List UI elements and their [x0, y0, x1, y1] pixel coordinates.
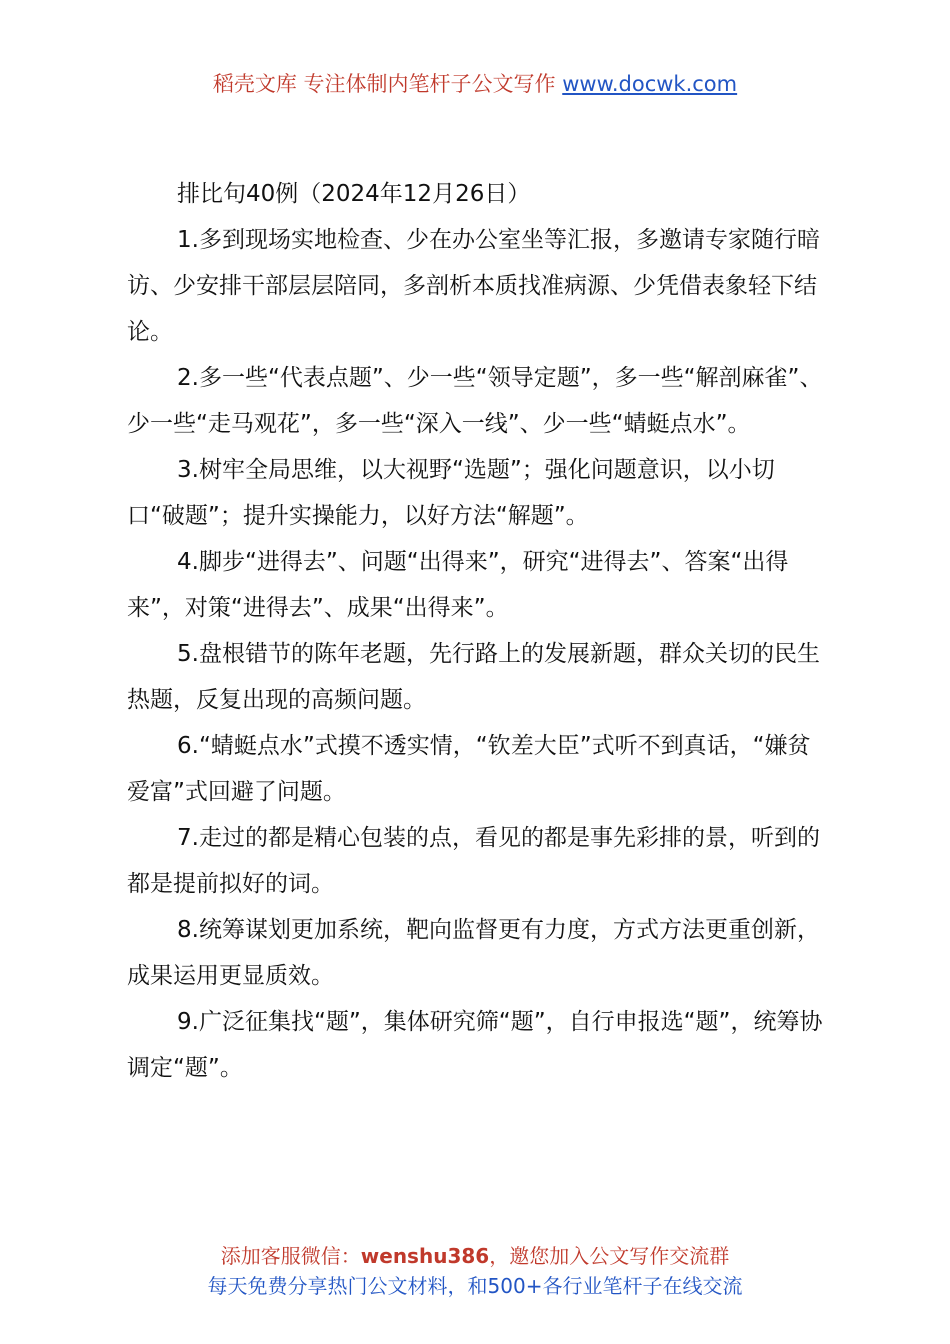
list-item: 6.“蜻蜓点水”式摸不透实情，“钦差大臣”式听不到真话，“嫌贫爱富”式回避了问题。 — [127, 733, 811, 805]
wechat-id: wenshu386 — [360, 1244, 490, 1268]
site-link[interactable]: www.docwk.com — [562, 72, 738, 96]
list-item: 9.广泛征集找“题”，集体研究筛“题”，自行申报选“题”，统筹协调定“题”。 — [127, 1009, 823, 1081]
list-item: 5.盘根错节的陈年老题，先行路上的发展新题，群众关切的民生热题，反复出现的高频问题。 — [127, 641, 820, 713]
footer-promo-line: 每天免费分享热门公文材料，和500+各行业笔杆子在线交流 — [207, 1274, 743, 1298]
footer-contact-line — [0, 1241, 950, 1271]
page-footer — [0, 1241, 950, 1301]
brand-text: 稻壳文库 专注体制内笔杆子公文写作 — [212, 72, 556, 96]
list-item: 7.走过的都是精心包装的点，看见的都是事先彩排的景，听到的都是提前拟好的词。 — [127, 825, 820, 897]
list-item: 8.统筹谋划更加系统，靶向监督更有力度，方式方法更重创新，成果运用更显质效。 — [127, 917, 820, 989]
list-item: 2.多一些“代表点题”、少一些“领导定题”，多一些“解剖麻雀”、少一些“走马观花”，多一些“深入一线”、少一些“蜻蜓点水”。 — [127, 365, 823, 437]
document-body — [127, 171, 827, 1091]
list-item: 4.脚步“进得去”、问题“出得来”，研究“进得去”、答案“出得来”，对策“进得去”、成果“出得来”。 — [127, 549, 789, 621]
page-header — [0, 70, 950, 98]
list-item: 3.树牢全局思维，以大视野“选题”；强化问题意识，以小切口“破题”；提升实操能力，以好方法“解题”。 — [127, 457, 775, 529]
footer-contact-suffix: ，邀您加入公文写作交流群 — [489, 1244, 730, 1268]
list-item: 1.多到现场实地检查、少在办公室坐等汇报，多邀请专家随行暗访、少安排干部层层陪同，多剖析本质找准病源、少凭借表象轻下结论。 — [127, 227, 820, 345]
footer-contact-prefix: 添加客服微信： — [220, 1244, 361, 1268]
document-title: 排比句40例（2024年12月26日） — [177, 181, 531, 207]
